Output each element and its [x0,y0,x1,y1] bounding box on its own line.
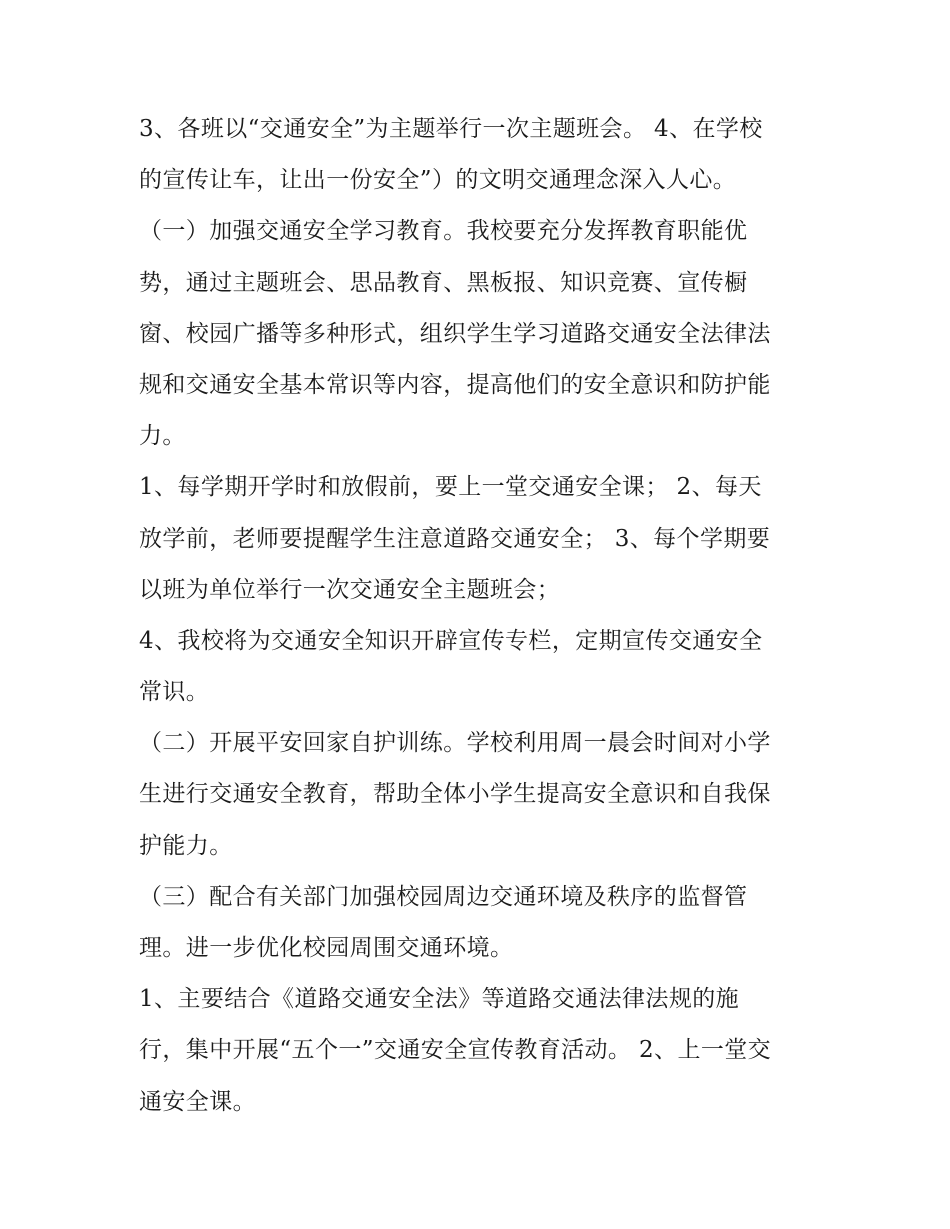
text-line: （三）配合有关部门加强校园周边交通环境及秩序的监督管 [139,883,748,910]
text-line: （一）加强交通安全学习教育。我校要充分发挥教育职能优 [139,218,748,245]
text-line: 的宣传让车，让出一份安全”）的文明交通理念深入人心。 [139,167,737,194]
text-line: 规和交通安全基本常识等内容，提高他们的安全意识和防护能 [139,371,771,398]
text-line: 力。 [139,423,186,450]
text-line: 以班为单位举行一次交通安全主题班会； [139,576,561,603]
text-line: 1、每学期开学时和放假前，要上一堂交通安全课； 2、每天 [139,474,762,501]
text-line: 行，集中开展“五个一”交通安全宣传教育活动。 2、上一堂交 [139,1037,772,1064]
text-line: 护能力。 [139,832,233,859]
text-line: 势，通过主题班会、思品教育、黑板报、知识竞赛、宣传橱 [139,269,748,296]
text-line: 3、各班以“交通安全”为主题举行一次主题班会。 4、在学校 [139,116,763,142]
text-line: 窗、校园广播等多种形式，组织学生学习道路交通安全法律法 [139,320,771,347]
text-line: 常识。 [139,679,210,706]
text-line: 通安全课。 [139,1088,256,1115]
document-body [139,104,829,1128]
text-line: 生进行交通安全教育，帮助全体小学生提高安全意识和自我保 [139,781,771,808]
text-line: 放学前，老师要提醒学生注意道路交通安全； 3、每个学期要 [139,525,771,552]
text-line: 4、我校将为交通安全知识开辟宣传专栏，定期宣传交通安全 [139,627,763,654]
text-line: 1、主要结合《道路交通安全法》等道路交通法律法规的施 [139,986,740,1013]
text-line: 理。进一步优化校园周围交通环境。 [139,935,514,961]
text-line: （二）开展平安回家自护训练。学校利用周一晨会时间对小学 [139,730,771,757]
